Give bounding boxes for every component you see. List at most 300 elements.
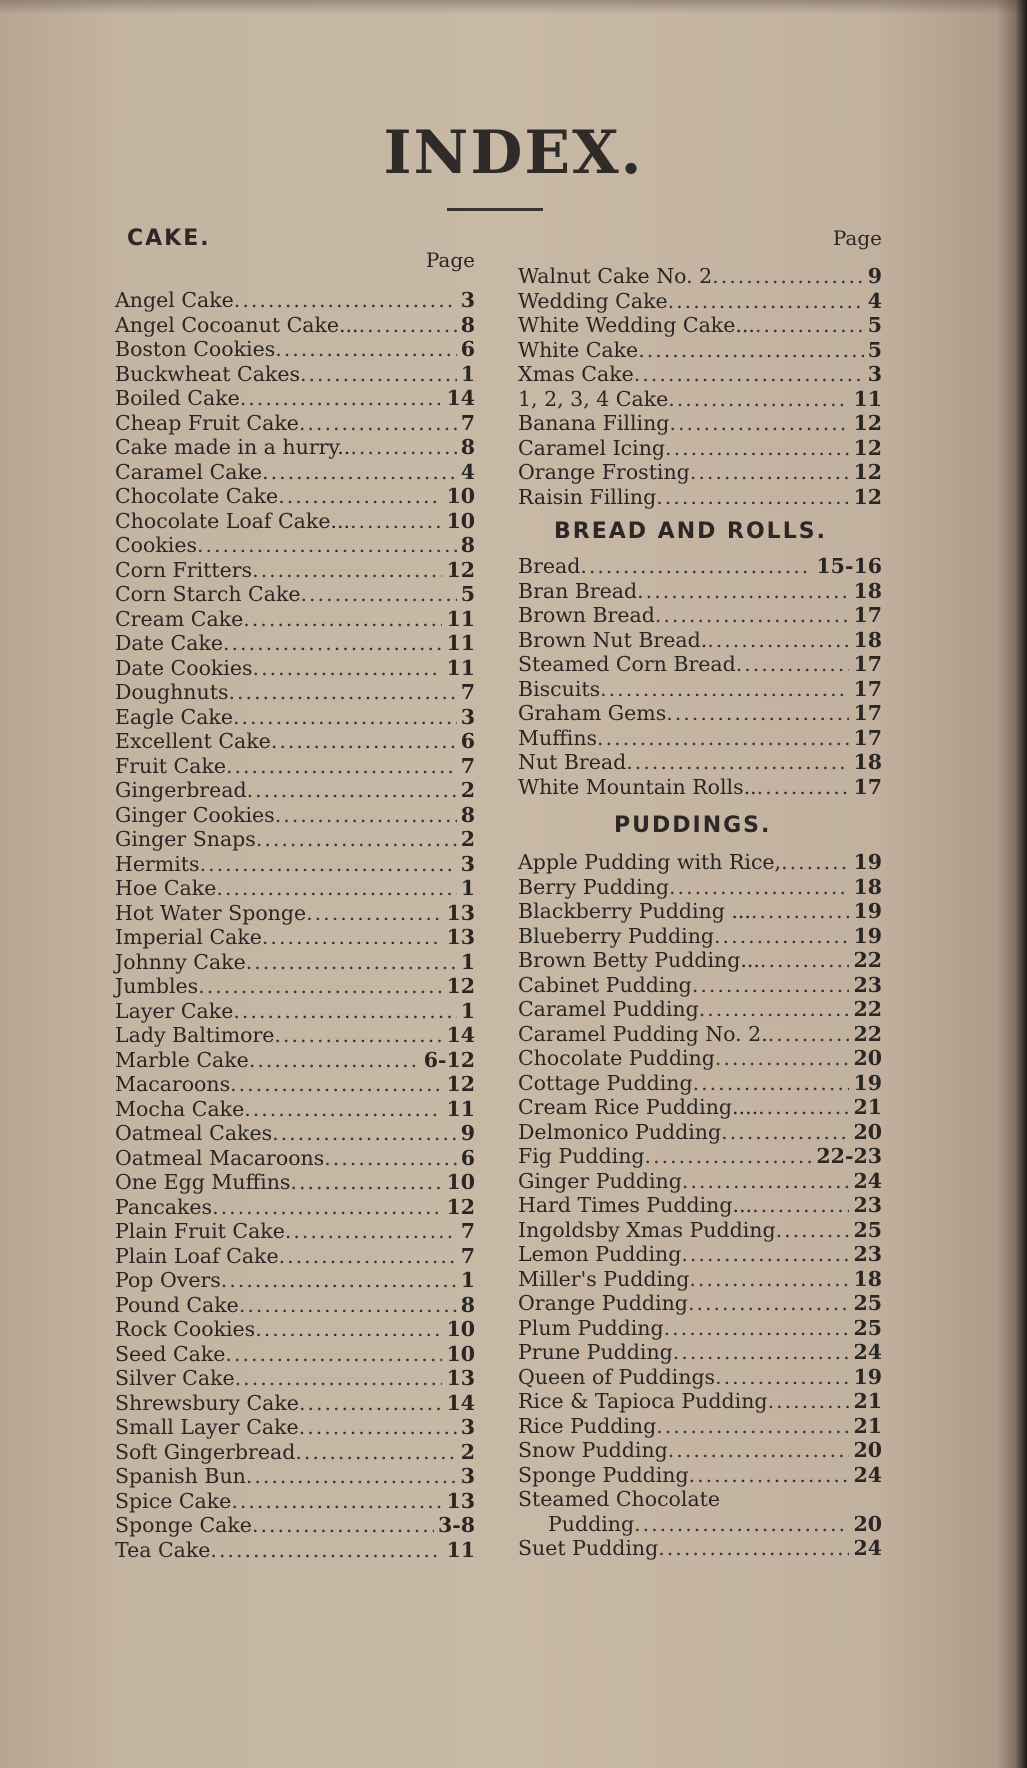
dot-leader xyxy=(243,607,442,632)
entry-page-number: 12 xyxy=(446,1072,475,1096)
entry-page-number: 8 xyxy=(460,802,475,827)
entry-name: Doughnuts xyxy=(115,680,229,704)
entry-name: Small Layer Cake xyxy=(115,1415,299,1439)
entry-page-number: 17 xyxy=(853,725,882,750)
entry-page-number: 23 xyxy=(853,1242,882,1266)
entry-page-number: 17 xyxy=(853,701,882,725)
index-entry xyxy=(518,338,882,363)
entry-name: Spice Cake xyxy=(115,1488,232,1513)
entry-name: Plum Pudding xyxy=(518,1315,664,1340)
index-entry xyxy=(518,1414,882,1439)
index-entry xyxy=(518,899,882,924)
entry-name: Tea Cake xyxy=(115,1537,211,1562)
entry-page-number: 4 xyxy=(867,288,882,313)
dot-leader xyxy=(239,1293,457,1318)
puddings-heading: PUDDINGS. xyxy=(614,813,772,838)
dot-leader xyxy=(736,652,850,677)
entry-name: Rock Cookies xyxy=(115,1317,256,1341)
entry-page-number: 22-23 xyxy=(816,1144,882,1168)
index-entry xyxy=(115,729,475,754)
dot-leader xyxy=(359,313,457,338)
entry-name: Corn Starch Cake xyxy=(115,582,301,606)
dot-leader xyxy=(290,1170,442,1195)
entry-page-number: 2 xyxy=(460,778,475,802)
index-entry xyxy=(115,754,475,779)
entry-name: Oatmeal Macaroons xyxy=(115,1145,325,1170)
page-right-shadow xyxy=(997,0,1027,1768)
index-entry xyxy=(518,289,882,314)
puddings-list xyxy=(518,850,882,1561)
entry-name: Brown Bread xyxy=(518,603,655,627)
index-entry xyxy=(115,876,475,901)
entry-page-number: 1 xyxy=(460,949,475,974)
dot-leader xyxy=(768,1389,850,1414)
entry-name: Cabinet Pudding xyxy=(518,972,692,997)
entry-name: Graham Gems xyxy=(518,701,667,725)
index-entry xyxy=(518,485,882,510)
entry-name: Shrewsbury Cake xyxy=(115,1390,299,1415)
index-entry xyxy=(518,1071,882,1096)
dot-leader xyxy=(226,754,457,779)
entry-name: Sponge Cake xyxy=(115,1513,252,1537)
dot-leader xyxy=(690,460,850,485)
entry-page-number: 20 xyxy=(853,1046,882,1070)
dot-leader xyxy=(253,656,443,681)
index-entry xyxy=(518,973,882,998)
entry-name: Bread xyxy=(518,554,581,578)
index-entry xyxy=(115,631,475,656)
entry-page-number: 13 xyxy=(446,925,475,949)
index-entry xyxy=(115,1391,475,1416)
entry-page-number: 17 xyxy=(853,774,882,799)
entry-name: Cheap Fruit Cake xyxy=(115,410,299,435)
dot-leader xyxy=(252,1513,434,1538)
dot-leader xyxy=(324,1146,456,1171)
entry-page-number: 8 xyxy=(460,533,475,557)
entry-page-number: 23 xyxy=(853,1193,882,1217)
dot-leader xyxy=(228,680,456,705)
dot-leader xyxy=(299,1415,457,1440)
index-entry xyxy=(115,901,475,926)
entry-name: Boston Cookies xyxy=(115,337,276,361)
index-entry xyxy=(518,1316,882,1341)
entry-name: Biscuits xyxy=(518,676,601,701)
dot-leader xyxy=(274,1023,442,1048)
dot-leader xyxy=(688,1291,850,1316)
entry-page-number: 5 xyxy=(867,337,882,362)
entry-name: Hoe Cake xyxy=(115,876,217,900)
index-entry xyxy=(518,1022,882,1047)
entry-name: Chocolate Cake xyxy=(115,484,279,508)
dot-leader xyxy=(275,803,457,828)
index-entry xyxy=(518,1169,882,1194)
index-entry xyxy=(518,1046,882,1071)
entry-page-number: 13 xyxy=(446,1488,475,1513)
entry-name: Boiled Cake xyxy=(115,386,240,410)
entry-name: Date Cake xyxy=(115,631,224,655)
entry-page-number: 6-12 xyxy=(423,1047,475,1072)
index-entry xyxy=(115,1293,475,1318)
entry-name: Miller's Pudding xyxy=(518,1266,690,1291)
entry-page-number: 10 xyxy=(446,1170,475,1194)
dot-leader xyxy=(246,1464,457,1489)
entry-page-number: 12 xyxy=(853,435,882,460)
entry-page-number: 24 xyxy=(853,1536,882,1560)
entry-page-number: 1 xyxy=(460,998,475,1023)
entry-page-number: 14 xyxy=(446,1023,475,1047)
entry-name: Layer Cake xyxy=(115,998,234,1023)
entry-name: Caramel Pudding xyxy=(518,997,699,1021)
dot-leader xyxy=(776,1218,850,1243)
entry-page-number: 5 xyxy=(867,313,882,337)
index-entry xyxy=(518,1242,882,1267)
dot-leader xyxy=(295,1440,456,1465)
index-entry xyxy=(518,1512,882,1537)
index-entry xyxy=(518,1340,882,1365)
entry-page-number: 9 xyxy=(460,1121,475,1145)
entry-name: Steamed Corn Bread xyxy=(518,652,736,676)
index-entry xyxy=(115,386,475,411)
entry-page-number: 19 xyxy=(853,850,882,874)
entry-name: Sponge Pudding xyxy=(518,1462,689,1487)
index-entry xyxy=(518,1463,882,1488)
entry-name: Hermits xyxy=(115,851,200,876)
entry-page-number: 22 xyxy=(853,948,882,972)
entry-name: Raisin Filling xyxy=(518,484,657,509)
dot-leader xyxy=(721,1120,849,1145)
entry-page-number: 7 xyxy=(460,680,475,704)
dot-leader xyxy=(597,726,849,751)
dot-leader xyxy=(655,603,850,628)
entry-page-number: 10 xyxy=(446,484,475,508)
entry-page-number: 3 xyxy=(867,362,882,386)
title-rule xyxy=(447,208,543,211)
entry-page-number: 7 xyxy=(460,1243,475,1268)
entry-name: Eagle Cake xyxy=(115,704,233,729)
index-entry xyxy=(518,1438,882,1463)
index-entry xyxy=(518,313,882,338)
entry-name: Apple Pudding with Rice, xyxy=(518,850,782,874)
dot-leader xyxy=(230,1072,442,1097)
dot-leader xyxy=(673,1340,850,1365)
dot-leader xyxy=(752,1193,849,1218)
entry-page-number: 1 xyxy=(460,1268,475,1292)
index-entry xyxy=(518,652,882,677)
index-entry xyxy=(518,1267,882,1292)
entry-name: Cream Rice Pudding.... xyxy=(518,1095,759,1119)
entry-name: Orange Frosting xyxy=(518,460,690,484)
index-entry xyxy=(115,484,475,509)
index-entry xyxy=(115,1440,475,1465)
entry-page-number: 6 xyxy=(460,729,475,753)
dot-leader xyxy=(306,901,442,926)
entry-page-number: 3 xyxy=(460,851,475,876)
dot-leader xyxy=(755,313,864,338)
index-entry xyxy=(115,288,475,313)
index-entry xyxy=(518,850,882,875)
dot-leader xyxy=(669,411,849,436)
dot-leader xyxy=(278,484,442,509)
entry-page-number: 12 xyxy=(446,1194,475,1219)
entry-page-number: 25 xyxy=(853,1291,882,1315)
dot-leader xyxy=(668,387,849,412)
dot-leader xyxy=(244,1097,442,1122)
index-entry xyxy=(115,1121,475,1146)
dot-leader xyxy=(350,509,442,534)
entry-name: Seed Cake xyxy=(115,1341,226,1366)
dot-leader xyxy=(757,775,850,800)
bread-heading: BREAD AND ROLLS. xyxy=(554,519,827,544)
dot-leader xyxy=(299,1391,443,1416)
entry-page-number: 24 xyxy=(853,1462,882,1487)
dot-leader xyxy=(225,1342,442,1367)
entry-page-number: 15-16 xyxy=(816,554,882,578)
dot-leader xyxy=(656,485,849,510)
index-entry xyxy=(518,628,882,653)
index-entry xyxy=(115,1538,475,1563)
entry-name: Plain Loaf Cake xyxy=(115,1243,279,1268)
entry-name: Oatmeal Cakes xyxy=(115,1121,273,1145)
entry-page-number: 23 xyxy=(853,972,882,997)
index-entry xyxy=(518,436,882,461)
dot-leader xyxy=(665,436,849,461)
entry-name: Date Cookies xyxy=(115,655,253,680)
index-entry xyxy=(518,924,882,949)
entry-page-number: 1 xyxy=(460,876,475,900)
index-entry xyxy=(518,1218,882,1243)
dot-leader xyxy=(231,1489,442,1514)
entry-name: Hard Times Pudding... xyxy=(518,1193,753,1217)
dot-leader xyxy=(714,924,849,949)
dot-leader xyxy=(637,579,849,604)
entry-page-number: 3-8 xyxy=(437,1513,475,1537)
cake-heading: CAKE. xyxy=(127,226,211,251)
entry-page-number: 20 xyxy=(853,1438,882,1462)
dot-leader xyxy=(600,677,849,702)
entry-name: White Cake xyxy=(518,337,639,362)
index-entry xyxy=(518,1193,882,1218)
entry-name: Lady Baltimore xyxy=(115,1023,275,1047)
dot-leader xyxy=(212,1195,442,1220)
entry-name: Caramel Pudding No. 2. xyxy=(518,1021,768,1046)
entry-name: Pound Cake xyxy=(115,1292,239,1317)
entry-name: Rice & Tapioca Pudding xyxy=(518,1389,768,1413)
index-entry xyxy=(518,1389,882,1414)
index-entry xyxy=(115,337,475,362)
entry-page-number: 21 xyxy=(853,1413,882,1438)
page-column-label: Page xyxy=(832,226,882,250)
right-column xyxy=(518,226,882,1561)
index-entry xyxy=(115,1170,475,1195)
entry-name: Suet Pudding xyxy=(518,1536,659,1560)
entry-name: Cookies xyxy=(115,533,197,557)
index-entry xyxy=(115,533,475,558)
index-entry xyxy=(115,1268,475,1293)
entry-page-number: 24 xyxy=(853,1340,882,1364)
entry-page-number: 18 xyxy=(853,578,882,603)
entry-name: White Mountain Rolls.. xyxy=(518,774,757,799)
entry-page-number: 14 xyxy=(446,386,475,410)
entry-page-number: 22 xyxy=(853,997,882,1021)
dot-leader xyxy=(272,1121,457,1146)
entry-page-number: 9 xyxy=(867,264,882,288)
entry-page-number: 7 xyxy=(460,753,475,778)
entry-page-number: 4 xyxy=(460,459,475,484)
entry-name: Angel Cocoanut Cake... xyxy=(115,312,359,337)
dot-leader xyxy=(715,1365,849,1390)
index-entry xyxy=(518,1291,882,1316)
entry-page-number: 17 xyxy=(853,676,882,701)
dot-leader xyxy=(350,435,456,460)
entry-page-number: 22 xyxy=(853,1021,882,1046)
entry-name: Marble Cake xyxy=(115,1047,249,1072)
index-entry xyxy=(115,460,475,485)
dot-leader xyxy=(692,973,850,998)
entry-name: Blackberry Pudding ... xyxy=(518,899,751,923)
entry-name: One Egg Muffins xyxy=(115,1170,291,1194)
dot-leader xyxy=(664,1316,850,1341)
entry-name: Snow Pudding xyxy=(518,1438,668,1462)
entry-page-number: 2 xyxy=(460,1439,475,1464)
index-entry xyxy=(518,677,882,702)
index-entry xyxy=(115,1513,475,1538)
entry-name: Pancakes xyxy=(115,1194,213,1219)
dot-leader xyxy=(200,852,457,877)
entry-name: Bran Bread xyxy=(518,578,638,603)
dot-leader xyxy=(645,1144,813,1169)
entry-page-number: 20 xyxy=(853,1119,882,1144)
dot-leader xyxy=(233,705,457,730)
dot-leader xyxy=(249,1048,420,1073)
entry-name: White Wedding Cake... xyxy=(518,313,755,337)
index-entry xyxy=(115,1489,475,1514)
entry-page-number: 17 xyxy=(853,652,882,676)
index-entry xyxy=(115,411,475,436)
entry-page-number: 25 xyxy=(853,1315,882,1340)
entry-name: Johnny Cake xyxy=(115,949,246,974)
dot-leader xyxy=(699,997,850,1022)
index-entry xyxy=(115,435,475,460)
index-entry xyxy=(115,313,475,338)
entry-page-number: 10 xyxy=(446,1317,475,1341)
dot-leader xyxy=(634,1512,849,1537)
entry-name: Rice Pudding xyxy=(518,1413,657,1438)
dot-leader xyxy=(758,1095,849,1120)
dot-leader xyxy=(751,899,850,924)
index-entry xyxy=(518,750,882,775)
entry-name: Pop Overs xyxy=(115,1268,221,1292)
entry-name: Wedding Cake xyxy=(518,288,668,313)
index-entry xyxy=(518,701,882,726)
entry-page-number: 5 xyxy=(460,582,475,606)
entry-page-number: 7 xyxy=(460,1219,475,1243)
page-title: INDEX. xyxy=(383,118,644,188)
cake-list-right xyxy=(518,264,882,509)
dot-leader xyxy=(760,948,850,973)
index-entry xyxy=(115,1219,475,1244)
entry-name: Cake made in a hurry.. xyxy=(115,435,351,459)
dot-leader xyxy=(712,264,864,289)
entry-name: Jumbles xyxy=(115,974,199,998)
entry-name: Pudding xyxy=(548,1511,635,1536)
cake-section-header xyxy=(115,226,475,286)
index-entry xyxy=(518,264,882,289)
dot-leader xyxy=(216,876,456,901)
dot-leader xyxy=(666,701,849,726)
left-column xyxy=(115,226,475,1562)
dot-leader xyxy=(707,628,849,653)
entry-name: Ingoldsby Xmas Pudding xyxy=(518,1217,776,1242)
index-entry xyxy=(115,1146,475,1171)
entry-page-number: 18 xyxy=(853,874,882,899)
entry-name: Gingerbread xyxy=(115,778,247,802)
dot-leader xyxy=(271,729,457,754)
dot-leader xyxy=(233,999,456,1024)
entry-name: Soft Gingerbread xyxy=(115,1439,296,1464)
entry-page-number: 18 xyxy=(853,1266,882,1291)
dot-leader xyxy=(681,1242,849,1267)
index-entry xyxy=(518,948,882,973)
index-entry xyxy=(115,950,475,975)
index-entry xyxy=(115,1244,475,1269)
entry-page-number: 3 xyxy=(460,1464,475,1488)
entry-page-number: 17 xyxy=(853,603,882,627)
dot-leader xyxy=(693,1071,850,1096)
entry-page-number: 12 xyxy=(446,557,475,582)
entry-page-number: 21 xyxy=(853,1095,882,1119)
dot-leader xyxy=(689,1267,849,1292)
entry-name: Delmonico Pudding xyxy=(518,1119,722,1144)
entry-name: Imperial Cake xyxy=(115,925,262,949)
index-entry xyxy=(518,362,882,387)
index-entry xyxy=(518,1095,882,1120)
dot-leader xyxy=(768,1022,850,1047)
entry-name: Berry Pudding xyxy=(518,874,670,899)
entry-name: Chocolate Pudding xyxy=(518,1046,715,1070)
dot-leader xyxy=(634,362,864,387)
index-entry xyxy=(518,460,882,485)
entry-name: Xmas Cake xyxy=(518,362,634,386)
dot-leader xyxy=(668,1438,850,1463)
dot-leader xyxy=(252,558,442,583)
entry-name: Mocha Cake xyxy=(115,1096,245,1121)
entry-name: Spanish Bun xyxy=(115,1464,246,1488)
dot-leader xyxy=(247,778,457,803)
entry-page-number: 25 xyxy=(853,1217,882,1242)
dot-leader xyxy=(626,750,849,775)
entry-name: Corn Fritters xyxy=(115,557,253,582)
index-entry xyxy=(115,509,475,534)
index-entry xyxy=(115,1366,475,1391)
entry-page-number: 1 xyxy=(460,361,475,386)
entry-name: Cream Cake xyxy=(115,606,244,631)
index-entry xyxy=(518,1120,882,1145)
index-entry xyxy=(115,1415,475,1440)
dot-leader xyxy=(210,1538,442,1563)
entry-name: Steamed Chocolate xyxy=(518,1487,721,1511)
dot-leader xyxy=(198,974,442,999)
entry-name: Macaroons xyxy=(115,1072,231,1096)
dot-leader xyxy=(300,362,457,387)
entry-name: Excellent Cake xyxy=(115,729,271,753)
entry-page-number: 2 xyxy=(460,827,475,851)
entry-name: Fruit Cake xyxy=(115,753,226,778)
entry-page-number: 19 xyxy=(853,1364,882,1389)
entry-name: 1, 2, 3, 4 Cake xyxy=(518,386,669,411)
dot-leader xyxy=(638,338,864,363)
index-entry xyxy=(115,1023,475,1048)
index-entry xyxy=(518,603,882,628)
